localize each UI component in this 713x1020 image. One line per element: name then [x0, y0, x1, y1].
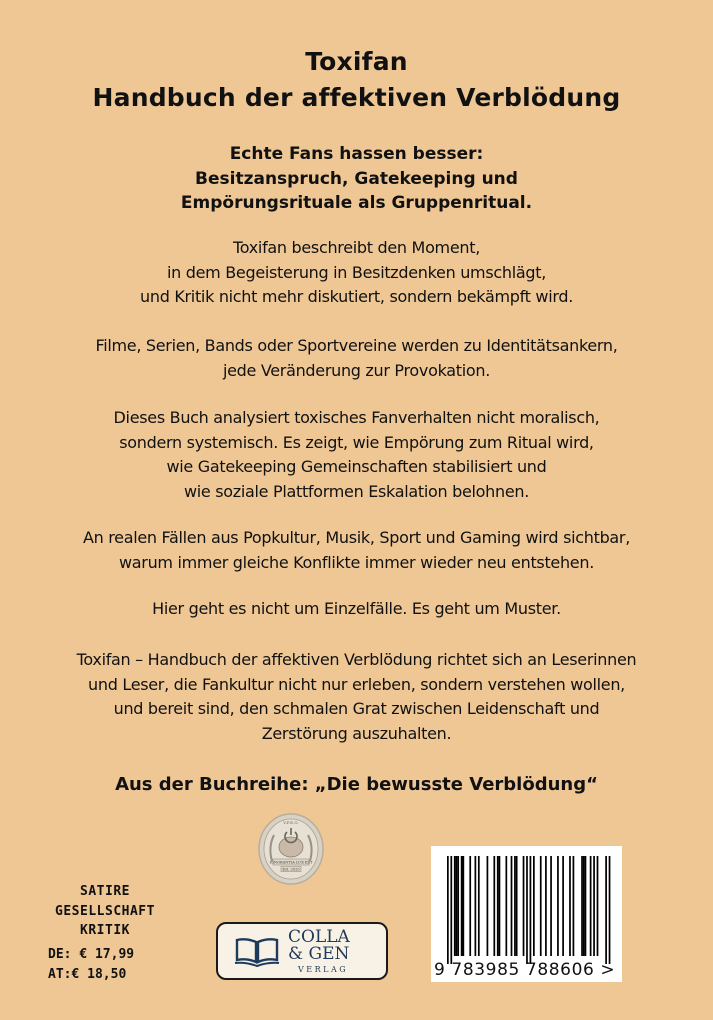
price-de — [48, 945, 134, 965]
svg-text:Est. 2025: Est. 2025 — [282, 867, 300, 872]
series-title: Aus der Buchreihe: „Die bewusste Verblödung“ — [115, 774, 598, 795]
paragraph-line: wie soziale Plattformen Eskalation belohnen. — [183, 481, 530, 501]
price-label: DE: — [48, 947, 72, 962]
paragraph-line: Toxifan beschreibt den Moment, — [233, 238, 480, 257]
tagline-line: Empörungsrituale als Gruppenritual. — [180, 193, 533, 213]
tagline-line: Besitzanspruch, Gatekeeping und — [195, 168, 518, 189]
paragraph-line: wie Gatekeeping Gemeinschaften stabilisiert und — [166, 457, 547, 476]
price-list — [48, 945, 134, 985]
genre-tag: SATIRE — [80, 884, 130, 899]
paragraph-line: Toxifan – Handbuch der affektiven Verblödung richtet sich an Leserinnen — [76, 650, 637, 669]
isbn-digits: 9 783985 788606 > — [434, 960, 616, 980]
title-line-1: Toxifan — [305, 47, 408, 76]
publisher-logo — [216, 922, 388, 980]
open-book-icon — [234, 934, 280, 968]
isbn-barcode — [431, 846, 622, 982]
brain-power-icon — [258, 813, 324, 885]
price-at — [48, 965, 134, 985]
seal-emblem — [258, 813, 324, 885]
title-line-2: Handbuch der affektiven Verblödung — [92, 83, 621, 112]
publisher-name-line1: COLLA — [288, 926, 350, 947]
tagline — [0, 142, 713, 216]
paragraph-3 — [0, 406, 713, 504]
paragraph-line: An realen Fällen aus Popkultur, Musik, Sport und Gaming wird sichtbar, — [82, 528, 630, 547]
paragraph-line: sondern systemisch. Es zeigt, wie Empörung zum Ritual wird, — [119, 432, 594, 452]
paragraph-line: Dieses Buch analysiert toxisches Fanverhalten nicht moralisch, — [113, 408, 600, 427]
tagline-line: Echte Fans hassen besser: — [229, 144, 484, 164]
svg-text:IGNORANTIA LUX EST: IGNORANTIA LUX EST — [269, 860, 313, 865]
paragraph-line: jede Veränderung zur Provokation. — [222, 360, 490, 380]
paragraph-line: Zerstörung auszuhalten. — [261, 723, 452, 743]
paragraph-line: und bereit sind, den schmalen Grat zwischen Leidenschaft und — [113, 699, 600, 718]
paragraph-line: und Leser, die Fankultur nicht nur erleben, sondern verstehen wollen, — [88, 674, 625, 694]
price-value: € 17,99 — [79, 947, 135, 962]
publisher-subtitle: VERLAG — [298, 964, 349, 974]
price-value: € 18,50 — [71, 967, 127, 982]
paragraph-line: und Kritik nicht mehr diskutiert, sondern bekämpft wird. — [140, 287, 573, 306]
book-title — [0, 44, 713, 116]
publisher-name — [288, 926, 350, 974]
paragraph-line: Filme, Serien, Bands oder Sportvereine werden zu Identitätsankern, — [95, 336, 618, 355]
paragraph-line: in dem Begeisterung in Besitzdenken umschlägt, — [167, 262, 546, 282]
genre-tag: KRITIK — [80, 923, 130, 938]
price-label: AT: — [48, 967, 72, 982]
paragraph-4 — [0, 526, 713, 575]
paragraph-line: warum immer gleiche Konflikte immer wieder neu entstehen. — [119, 552, 594, 572]
paragraph-5 — [0, 597, 713, 622]
publisher-name-line2: & GEN — [288, 943, 350, 964]
paragraph-line: Hier geht es nicht um Einzelfälle. Es geht um Muster. — [152, 599, 561, 618]
paragraph-1 — [0, 236, 713, 310]
paragraph-6 — [0, 648, 713, 746]
genre-tags — [30, 882, 180, 941]
genre-tag: GESELLSCHAFT — [55, 903, 155, 919]
barcode-bars — [431, 846, 622, 964]
svg-text:V.F.E.G.: V.F.E.G. — [283, 820, 299, 825]
paragraph-2 — [0, 334, 713, 383]
